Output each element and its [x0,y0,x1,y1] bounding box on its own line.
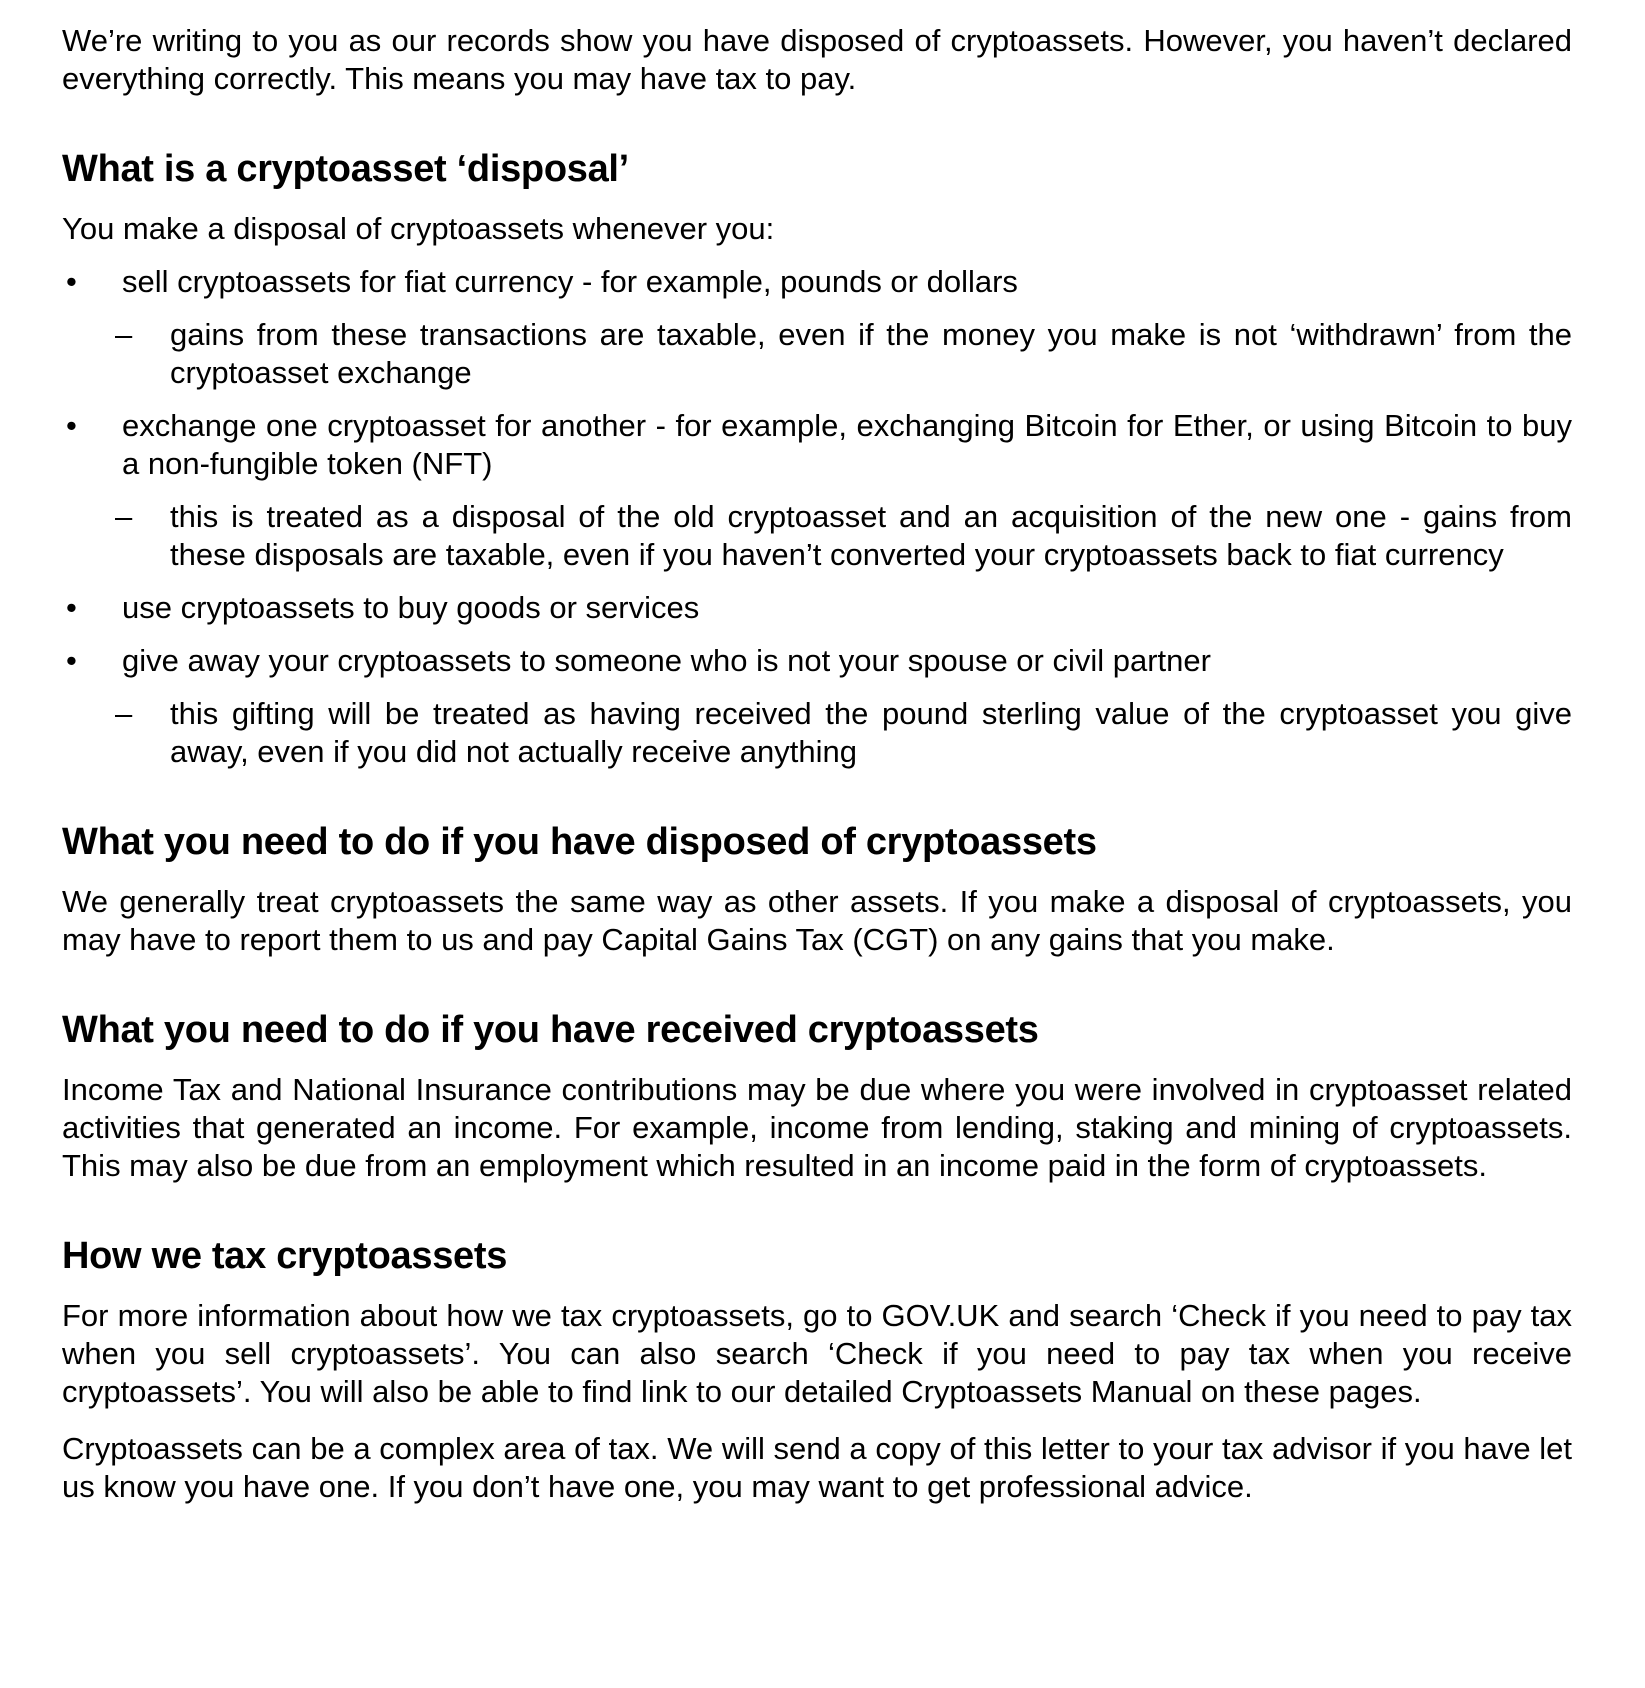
dash-marker: – [115,696,133,731]
dash-marker: – [115,499,133,534]
section-what-is-a-disposal [62,146,1572,771]
bullet-marker: • [66,264,77,299]
bullet-marker: • [66,643,77,678]
bullet-marker: • [66,590,77,625]
sub-bullet-item-gifting [62,695,1572,771]
bullet-text: sell cryptoassets for fiat currency - for example, pounds or dollars [122,264,1018,299]
bullet-text: give away your cryptoassets to someone who is not your spouse or civil partner [122,643,1211,678]
dash-marker: – [115,317,133,352]
section-paragraph: Cryptoassets can be a complex area of tax. We will send a copy of this letter to your tax advisor if you have let us know you have one. If you don’t have one, you may want to get professional advice. [62,1431,1572,1504]
intro-paragraph: We’re writing to you as our records show you have disposed of cryptoassets. However, you haven’t declared everything correctly. This means you may have tax to pay. [62,23,1572,96]
sub-bullet-text: gains from these transactions are taxable, even if the money you make is not ‘withdrawn’ from the cryptoasset exchange [170,317,1572,390]
section-paragraph: For more information about how we tax cryptoassets, go to GOV.UK and search ‘Check if you need to pay tax when you sell cryptoassets’. You can also search ‘Check if you need to pay tax when you receive cryptoassets’. You will also be able to find link to our detailed Cryptoassets Manual on these pages. [62,1298,1572,1409]
sub-bullet-text: this gifting will be treated as having received the pound sterling value of the cryptoasset you give away, even if you did not actually receive anything [170,696,1572,769]
bullet-text: use cryptoassets to buy goods or services [122,590,700,625]
bullet-item-exchange [62,407,1572,483]
bullet-marker: • [66,408,77,443]
section-paragraph: Income Tax and National Insurance contributions may be due where you were involved in cryptoasset related activities that generated an income. For example, income from lending, staking and mining of cryptoassets. This may also be due from an employment which resulted in an income paid in the form of cryptoassets. [62,1072,1572,1183]
section-paragraph: We generally treat cryptoassets the same way as other assets. If you make a disposal of cryptoassets, you may have to report them to us and pay Capital Gains Tax (CGT) on any gains that you make. [62,884,1572,957]
bullet-item-give-away [62,642,1572,680]
bullet-item-buy-goods [62,589,1572,627]
sub-bullet-text: this is treated as a disposal of the old cryptoasset and an acquisition of the new one - gains from these disposals are taxable, even if you haven’t converted your cryptoassets back to fiat currency [170,499,1572,572]
sub-bullet-item-disposal-acquisition [62,498,1572,574]
lead-paragraph: You make a disposal of cryptoassets whenever you: [62,211,775,246]
bullet-item-sell [62,263,1572,301]
section-disposed-cryptoassets [62,819,1572,959]
section-heading-how-we-tax: How we tax cryptoassets [62,1235,508,1277]
section-how-we-tax [62,1233,1572,1506]
bullet-text: exchange one cryptoasset for another - for example, exchanging Bitcoin for Ether, or using Bitcoin to buy a non-fungible token (NFT) [122,408,1572,481]
disposal-bullet-list [62,263,1572,771]
section-heading-what-is-a-disposal: What is a cryptoasset ‘disposal’ [62,148,629,190]
sub-bullet-item-gains-taxable [62,316,1572,392]
section-received-cryptoassets [62,1007,1572,1185]
section-heading-received: What you need to do if you have received cryptoassets [62,1009,1039,1051]
section-heading-disposed: What you need to do if you have disposed of cryptoassets [62,821,1097,863]
